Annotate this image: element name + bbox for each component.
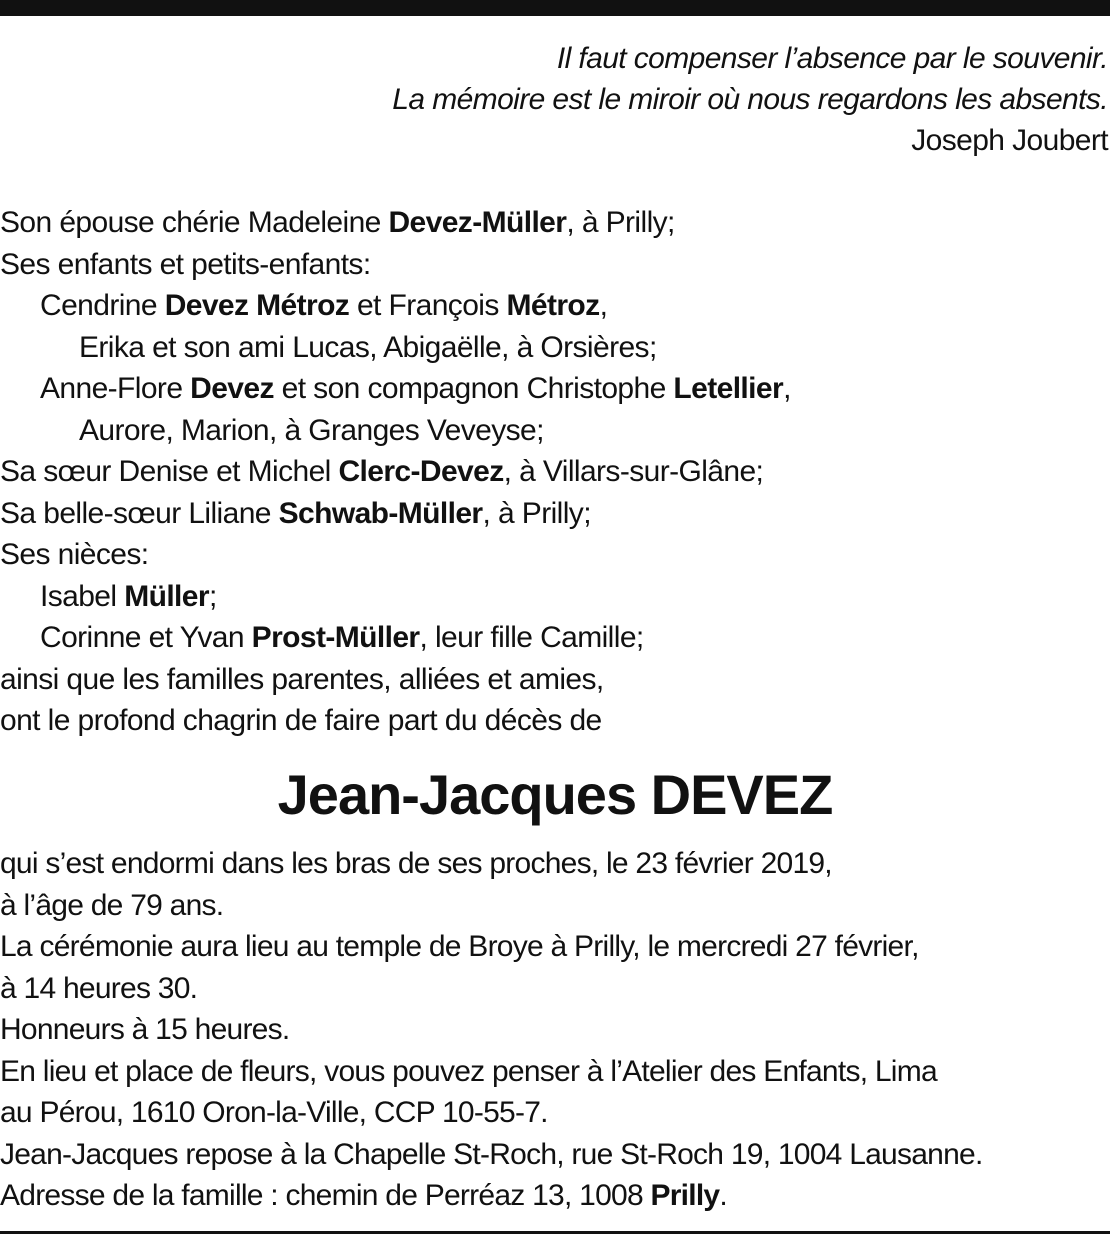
text: et François — [349, 289, 507, 322]
family-line-grandchildren-1: Erika et son ami Lucas, Abigaëlle, à Orsières; — [79, 330, 657, 364]
details-block — [0, 843, 1110, 1217]
family-line-sister — [0, 451, 1110, 493]
text: ; — [208, 579, 217, 613]
details-line-8: Jean-Jacques repose à la Chapelle St-Roch, rue St-Roch 19, 1004 Lausanne. — [0, 1137, 983, 1171]
family-line-sister-in-law — [0, 493, 1110, 535]
quote-line-2: La mémoire est le miroir où nous regardons les absents. — [392, 83, 1108, 116]
family-line-grandchildren-2: Aurore, Marion, à Granges Veveyse; — [79, 413, 544, 447]
text: , à Villars-sur-Glâne; — [503, 455, 764, 488]
family-name: Devez-Müller — [388, 206, 567, 239]
family-line-announcement: ont le profond chagrin de faire part du décès de — [0, 704, 602, 737]
text: Sa belle-sœur Liliane — [0, 496, 279, 530]
family-line-relatives: ainsi que les familles parentes, alliées et amies, — [0, 662, 604, 696]
text: Cendrine — [40, 289, 165, 322]
family-name: Letellier — [673, 372, 784, 405]
details-line-7: au Pérou, 1610 Oron-la-Ville, CCP 10-55-7. — [0, 1096, 548, 1129]
details-line-4: à 14 heures 30. — [0, 971, 198, 1005]
family-name: Métroz — [506, 289, 600, 322]
family-line-niece-1 — [0, 576, 1110, 618]
deceased-name: Jean-Jacques DEVEZ — [277, 763, 833, 826]
family-line-child-1 — [0, 285, 1110, 327]
place-name: Prilly — [650, 1179, 720, 1212]
top-rule — [0, 0, 1110, 16]
family-name: Schwab-Müller — [278, 496, 483, 530]
details-line-1: qui s’est endormi dans les bras de ses proches, le 23 février 2019, — [0, 847, 832, 880]
text: , à Prilly; — [566, 206, 675, 239]
text: Son épouse chérie Madeleine — [0, 206, 389, 239]
quote-author: Joseph Joubert — [911, 124, 1108, 157]
details-line-9 — [0, 1175, 1110, 1217]
family-line-children-heading: Ses enfants et petits-enfants: — [0, 247, 371, 281]
family-name: Devez — [190, 372, 274, 405]
text: Adresse de la famille : chemin de Perréaz 13, 1008 — [0, 1179, 651, 1212]
text: Sa sœur Denise et Michel — [0, 455, 339, 488]
family-line-child-2 — [0, 368, 1110, 410]
text: , leur fille Camille; — [419, 621, 644, 654]
text: , — [599, 289, 608, 322]
family-name: Devez Métroz — [164, 289, 350, 322]
family-line-nieces-heading: Ses nièces: — [0, 538, 149, 571]
details-line-2: à l’âge de 79 ans. — [0, 888, 224, 922]
text: Anne-Flore — [40, 372, 191, 405]
family-line-spouse — [0, 202, 1110, 244]
text: et son compagnon Christophe — [273, 372, 674, 405]
text: . — [719, 1179, 727, 1212]
details-line-6: En lieu et place de fleurs, vous pouvez penser à l’Atelier des Enfants, Lima — [0, 1054, 937, 1088]
epigraph-quote — [108, 38, 1108, 161]
family-line-niece-2 — [0, 617, 1110, 659]
family-name: Prost-Müller — [251, 621, 420, 654]
bottom-rule — [0, 1231, 1110, 1234]
family-name: Clerc-Devez — [338, 455, 504, 488]
text: Isabel — [40, 579, 125, 613]
text: , à Prilly; — [482, 496, 591, 530]
quote-line-1: Il faut compenser l’absence par le souvenir. — [556, 42, 1108, 75]
details-line-5: Honneurs à 15 heures. — [0, 1013, 290, 1046]
text: , — [783, 372, 791, 405]
details-line-3: La cérémonie aura lieu au temple de Broye à Prilly, le mercredi 27 février, — [0, 930, 919, 963]
family-name: Müller — [124, 579, 209, 613]
text: Corinne et Yvan — [40, 621, 252, 654]
family-list — [0, 202, 1110, 742]
